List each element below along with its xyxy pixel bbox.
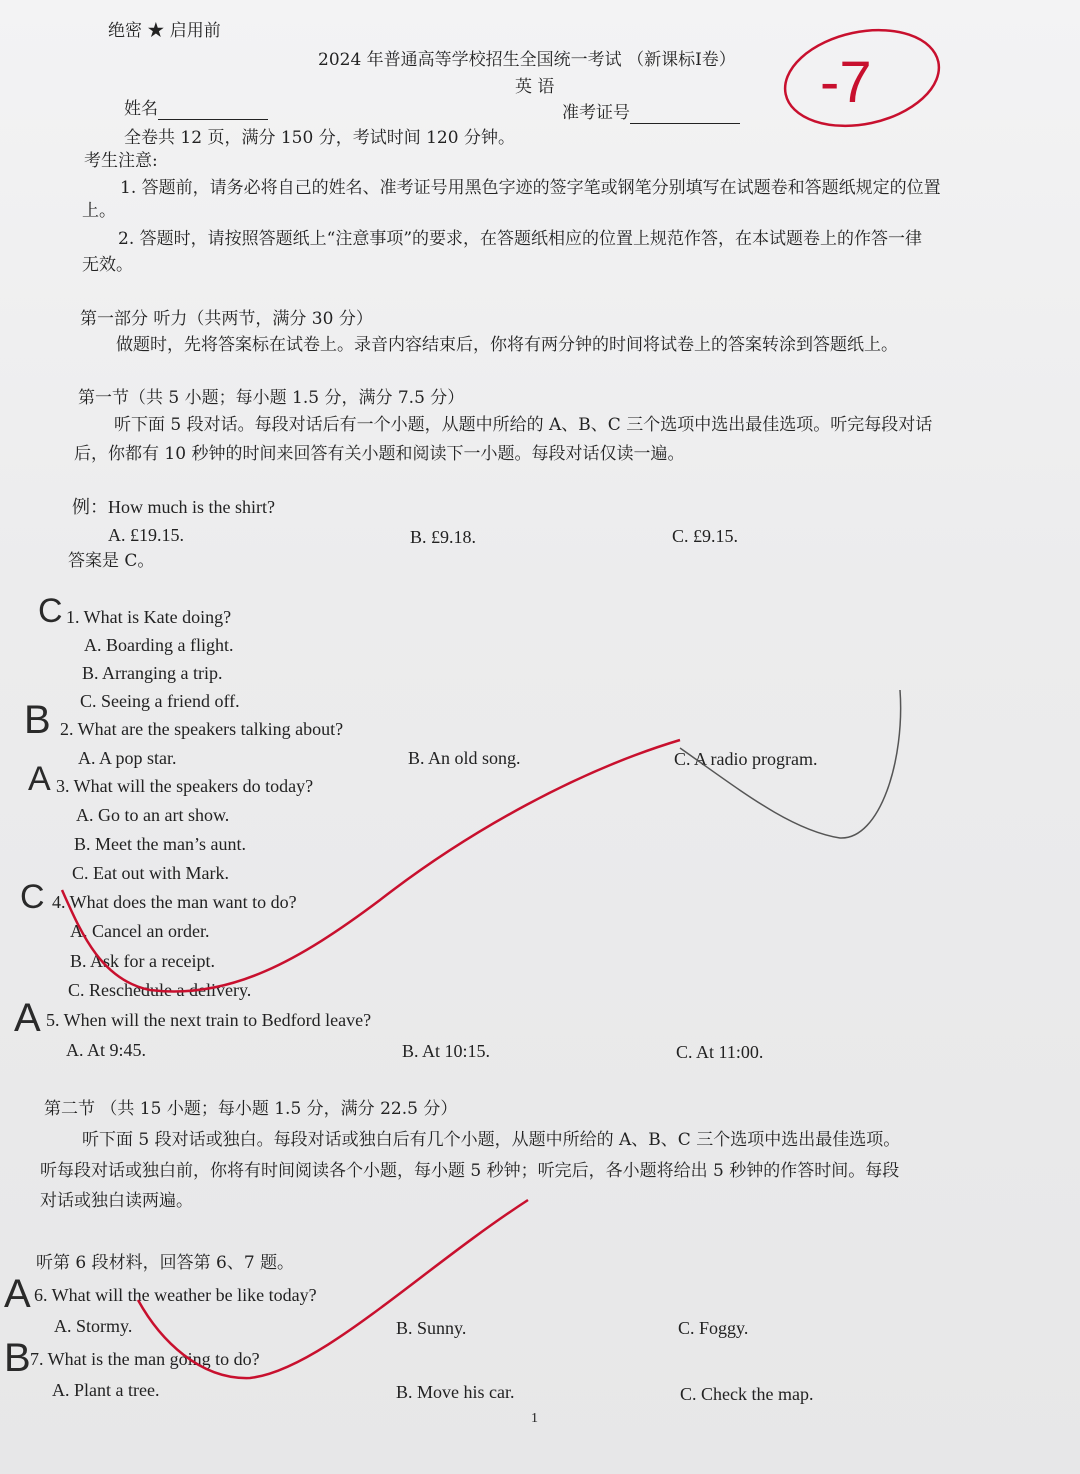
- question-7-option-b: B. Move his car.: [396, 1382, 515, 1402]
- subject-title: 英 语: [515, 77, 555, 97]
- notes-title: 考生注意:: [84, 151, 158, 171]
- handwritten-answer-6: A: [4, 1272, 31, 1316]
- material-6-heading: 听第 6 段材料，回答第 6、7 题。: [36, 1253, 295, 1273]
- question-5-option-c: C. At 11:00.: [676, 1042, 764, 1062]
- question-2-option-c: C. A radio program.: [674, 749, 818, 769]
- name-field: [124, 98, 268, 120]
- question-2-option-b: B. An old song.: [408, 748, 521, 768]
- note-1-line-2: 上。: [82, 201, 116, 221]
- question-3: 3. What will the speakers do today?: [56, 776, 314, 796]
- question-5: 5. When will the next train to Bedford leave?: [46, 1010, 372, 1030]
- question-7-option-c: C. Check the map.: [680, 1384, 814, 1404]
- exam-info: 全卷共 12 页，满分 150 分，考试时间 120 分钟。: [124, 128, 515, 148]
- question-2: 2. What are the speakers talking about?: [60, 719, 344, 739]
- id-field: [562, 102, 740, 124]
- question-5-option-b: B. At 10:15.: [402, 1041, 491, 1061]
- name-label: 姓名: [124, 99, 158, 119]
- handwritten-answer-3: A: [28, 760, 51, 798]
- note-2-line-2: 无效。: [82, 255, 133, 275]
- id-blank: [630, 107, 740, 124]
- section1-instruction-line-1: 听下面 5 段对话。每段对话后有一个小题，从题中所给的 A、B、C 三个选项中选出最佳选项。听完每段对话: [114, 415, 933, 435]
- question-1-option-c: C. Seeing a friend off.: [80, 691, 240, 711]
- example-question: 例：How much is the shirt?: [72, 497, 275, 517]
- section1-title: 第一节（共 5 小题；每小题 1.5 分，满分 7.5 分）: [78, 388, 465, 408]
- question-3-option-b: B. Meet the man’s aunt.: [74, 834, 246, 854]
- handwritten-answer-4: C: [20, 878, 45, 916]
- question-5-option-a: A. At 9:45.: [66, 1040, 147, 1060]
- example-option-b: B. £9.18.: [410, 527, 477, 547]
- example-option-a: A. £19.15.: [108, 525, 184, 545]
- question-6: 6. What will the weather be like today?: [34, 1285, 317, 1305]
- question-1-option-a: A. Boarding a flight.: [84, 635, 234, 655]
- handwritten-answer-5: A: [14, 996, 41, 1040]
- handwritten-answer-2: B: [24, 698, 51, 742]
- confidential-label: 绝密 ★ 启用前: [108, 21, 221, 41]
- page-number: 1: [531, 1411, 538, 1426]
- part1-title: 第一部分 听力（共两节，满分 30 分）: [80, 309, 373, 329]
- section2-instruction-line-2: 听每段对话或独白前，你将有时间阅读各个小题，每小题 5 秒钟；听完后，各小题将给出 5 秒钟的作答时间。每段: [40, 1161, 900, 1181]
- question-3-option-c: C. Eat out with Mark.: [72, 863, 229, 883]
- question-6-option-c: C. Foggy.: [678, 1318, 749, 1338]
- question-6-option-b: B. Sunny.: [396, 1318, 467, 1338]
- part1-instruction: 做题时，先将答案标在试卷上。录音内容结束后，你将有两分钟的时间将试卷上的答案转涂到答题纸上。: [116, 335, 898, 355]
- example-option-c: C. £9.15.: [672, 526, 739, 546]
- question-7-option-a: A. Plant a tree.: [52, 1380, 160, 1400]
- score-mark: -7: [820, 50, 872, 115]
- handwritten-answer-1: C: [38, 592, 63, 630]
- question-6-option-a: A. Stormy.: [54, 1316, 133, 1336]
- question-7: 7. What is the man going to do?: [30, 1349, 260, 1369]
- question-4: 4. What does the man want to do?: [52, 892, 297, 912]
- name-blank: [158, 103, 268, 120]
- question-1: 1. What is Kate doing?: [66, 607, 232, 627]
- section2-instruction-line-1: 听下面 5 段对话或独白。每段对话或独白后有几个小题，从题中所给的 A、B、C 三个选项中选出最佳选项。: [82, 1130, 901, 1150]
- handwritten-answer-7: B: [4, 1336, 31, 1380]
- question-2-option-a: A. A pop star.: [78, 748, 177, 768]
- note-2-line-1: 2. 答题时，请按照答题纸上“注意事项”的要求，在答题纸相应的位置上规范作答，在本试题卷上的作答一律: [118, 229, 923, 249]
- section1-instruction-line-2: 后，你都有 10 秒钟的时间来回答有关小题和阅读下一小题。每段对话仅读一遍。: [74, 444, 685, 464]
- question-4-option-c: C. Reschedule a delivery.: [68, 980, 252, 1000]
- exam-title: 2024 年普通高等学校招生全国统一考试 （新课标Ⅰ卷）: [318, 50, 736, 70]
- note-1-line-1: 1. 答题前，请务必将自己的姓名、准考证号用黑色字迹的签字笔或钢笔分别填写在试题卷和答题纸规定的位置: [120, 178, 941, 198]
- question-4-option-a: A. Cancel an order.: [70, 921, 210, 941]
- question-4-option-b: B. Ask for a receipt.: [70, 951, 215, 971]
- example-answer: 答案是 C。: [68, 551, 155, 571]
- question-1-option-b: B. Arranging a trip.: [82, 663, 223, 683]
- question-3-option-a: A. Go to an art show.: [76, 805, 230, 825]
- id-label: 准考证号: [562, 103, 630, 123]
- section2-instruction-line-3: 对话或独白读两遍。: [40, 1191, 193, 1211]
- section2-title: 第二节 （共 15 小题；每小题 1.5 分，满分 22.5 分）: [44, 1099, 458, 1119]
